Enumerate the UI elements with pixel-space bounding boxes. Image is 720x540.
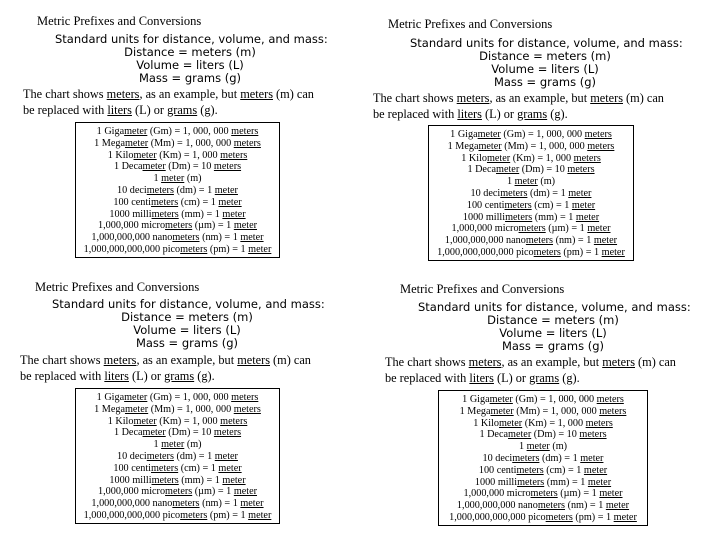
unit-distance: Distance = meters (m) — [479, 49, 611, 63]
unit-mass: Mass = grams (g) — [135, 336, 239, 350]
unit-distance: Distance = meters (m) — [121, 310, 253, 324]
conversion-row: 100 centimeters (cm) = 1 meter — [113, 462, 242, 474]
description — [23, 87, 314, 118]
unit-mass: Mass = grams (g) — [493, 75, 597, 89]
units-header: Standard units for distance, volume, and mass: — [418, 300, 691, 314]
description-line-2: be replaced with liters (L) or grams (g). — [20, 368, 215, 383]
conversion-row: 1 Decameter (Dm) = 10 meters — [467, 164, 595, 176]
conversion-chart — [75, 388, 280, 524]
description — [20, 353, 311, 384]
conversion-chart — [75, 122, 280, 258]
units-header: Standard units for distance, volume, and mass: — [55, 32, 328, 46]
units-block — [410, 36, 683, 89]
conversion-row: 1 Decameter (Dm) = 10 meters — [479, 429, 607, 441]
units-block — [52, 297, 325, 350]
conversion-row: 1 Gigameter (Gm) = 1, 000, 000 meters — [462, 394, 624, 405]
conversion-row: 1 Megameter (Mm) = 1, 000, 000 meters — [94, 137, 261, 149]
units-block — [418, 300, 691, 353]
conversion-row: 1,000,000,000 nanometers (nm) = 1 meter — [456, 500, 630, 512]
conversion-row: 1 Megameter (Mm) = 1, 000, 000 meters — [94, 403, 261, 415]
conversion-row: 1 Decameter (Dm) = 10 meters — [113, 161, 242, 173]
conversion-row: 100 centimeters (cm) = 1 meter — [478, 464, 608, 476]
conversion-row: 1 Gigameter (Gm) = 1, 000, 000 meters — [96, 126, 259, 137]
unit-distance: Distance = meters (m) — [124, 45, 256, 59]
conversion-row: 1 Kilometer (Km) = 1, 000 meters — [107, 149, 248, 161]
conversion-row: 1,000,000,000,000 picometers (pm) = 1 meter — [437, 246, 625, 258]
unit-volume: Volume = liters (L) — [491, 62, 599, 76]
conversion-row: 10 decimeters (dm) = 1 meter — [117, 184, 238, 196]
description-line-2: be replaced with liters (L) or grams (g). — [23, 102, 218, 117]
units-block — [55, 32, 328, 85]
conversion-row: 1 Gigameter (Gm) = 1, 000, 000 meters — [450, 129, 612, 140]
conversion-chart — [428, 125, 634, 261]
units-header: Standard units for distance, volume, and mass: — [52, 297, 325, 311]
units-header: Standard units for distance, volume, and mass: — [410, 36, 683, 50]
conversion-row: 1 Decameter (Dm) = 10 meters — [113, 427, 242, 439]
slide-title: Metric Prefixes and Conversions — [35, 280, 200, 294]
conversion-row: 1,000,000,000,000 picometers (pm) = 1 meter — [83, 509, 272, 521]
conversion-row: 10 decimeters (dm) = 1 meter — [470, 187, 592, 199]
conversion-row: 1,000,000,000 nanometers (nm) = 1 meter — [444, 235, 618, 247]
conversion-row: 1,000,000,000,000 picometers (pm) = 1 meter — [449, 511, 637, 523]
unit-mass: Mass = grams (g) — [501, 339, 605, 353]
conversion-row: 100 centimeters (cm) = 1 meter — [466, 199, 596, 211]
unit-volume: Volume = liters (L) — [499, 326, 607, 340]
conversion-row: 1000 millimeters (mm) = 1 meter — [474, 476, 612, 488]
conversion-row: 1 Kilometer (Km) = 1, 000 meters — [461, 152, 601, 164]
description-line-2: be replaced with liters (L) or grams (g). — [373, 106, 568, 121]
unit-volume: Volume = liters (L) — [136, 58, 244, 72]
conversion-row: 1 meter (m) — [153, 173, 202, 185]
conversion-row: 1000 millimeters (mm) = 1 meter — [109, 474, 246, 486]
description-line-1: The chart shows meters, as an example, but meters (m) can — [385, 355, 676, 369]
conversion-row: 1 Kilometer (Km) = 1, 000 meters — [473, 417, 613, 429]
conversion-row: 1 Gigameter (Gm) = 1, 000, 000 meters — [96, 392, 259, 403]
conversion-chart — [438, 390, 648, 526]
slide-title: Metric Prefixes and Conversions — [37, 14, 202, 28]
description-line-2: be replaced with liters (L) or grams (g). — [385, 370, 580, 385]
conversion-row: 10 decimeters (dm) = 1 meter — [482, 452, 604, 464]
conversion-row: 1,000,000 micrometers (µm) = 1 meter — [97, 486, 258, 498]
conversion-row: 1,000,000 micrometers (µm) = 1 meter — [463, 488, 623, 500]
unit-volume: Volume = liters (L) — [133, 323, 241, 337]
description-line-1: The chart shows meters, as an example, but meters (m) can — [20, 353, 311, 367]
conversion-row: 1 meter (m) — [506, 176, 556, 188]
unit-distance: Distance = meters (m) — [487, 313, 619, 327]
conversion-row: 1,000,000,000 nanometers (nm) = 1 meter — [91, 498, 264, 510]
conversion-row: 1000 millimeters (mm) = 1 meter — [109, 208, 246, 220]
conversion-row: 1,000,000,000 nanometers (nm) = 1 meter — [91, 232, 264, 244]
slide-title: Metric Prefixes and Conversions — [400, 282, 565, 296]
conversion-row: 1 meter (m) — [153, 439, 202, 451]
conversion-row: 1,000,000 micrometers (µm) = 1 meter — [97, 220, 258, 232]
description-line-1: The chart shows meters, as an example, but meters (m) can — [373, 91, 664, 105]
conversion-row: 1 Megameter (Mm) = 1, 000, 000 meters — [447, 140, 615, 152]
conversion-row: 1 Kilometer (Km) = 1, 000 meters — [107, 415, 248, 427]
description — [385, 355, 676, 386]
unit-mass: Mass = grams (g) — [138, 71, 242, 85]
description-line-1: The chart shows meters, as an example, but meters (m) can — [23, 87, 314, 101]
conversion-row: 1,000,000,000,000 picometers (pm) = 1 meter — [83, 243, 272, 255]
conversion-row: 10 decimeters (dm) = 1 meter — [117, 450, 238, 462]
description — [373, 91, 664, 122]
conversion-row: 1 meter (m) — [518, 441, 568, 453]
conversion-row: 1,000,000 micrometers (µm) = 1 meter — [451, 223, 611, 235]
conversion-row: 100 centimeters (cm) = 1 meter — [113, 196, 242, 208]
conversion-row: 1 Megameter (Mm) = 1, 000, 000 meters — [459, 405, 627, 417]
conversion-row: 1000 millimeters (mm) = 1 meter — [462, 211, 600, 223]
slide-title: Metric Prefixes and Conversions — [388, 17, 553, 31]
